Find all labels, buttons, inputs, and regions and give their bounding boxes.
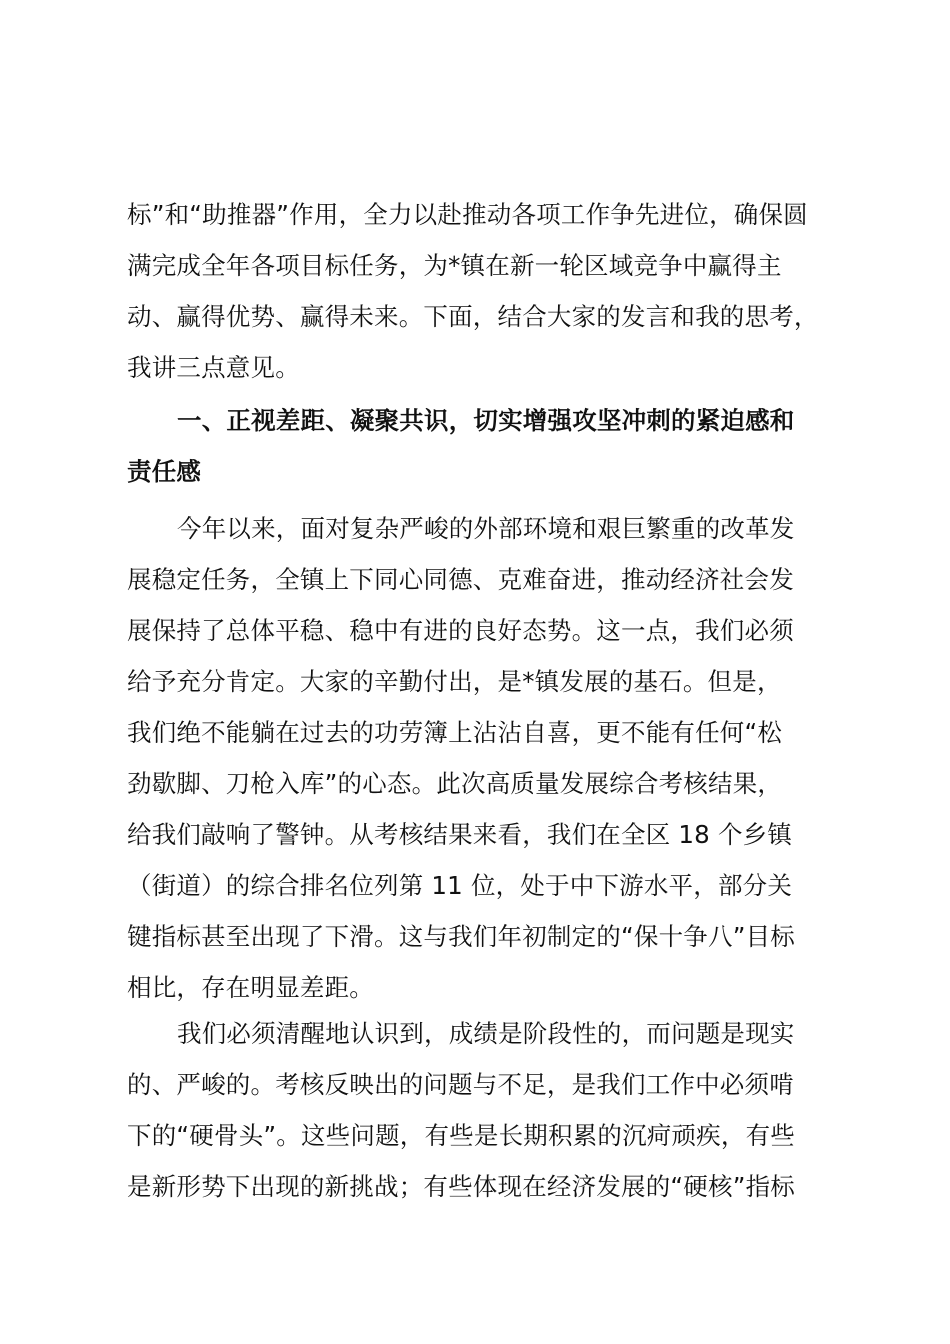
text-line: 动、赢得优势、赢得未来。下面，结合大家的发言和我的思考， [127, 302, 819, 331]
heading-line: 一、正视差距、凝聚共识，切实增强攻坚冲刺的紧迫感和 [177, 406, 795, 435]
text-line: （街道）的综合排名位列第 11 位，处于中下游水平，部分关 [127, 871, 793, 900]
text-line: 劲歇脚、刀枪入库”的心态。此次高质量发展综合考核结果， [127, 769, 783, 798]
text-line: 给我们敲响了警钟。从考核结果来看，我们在全区 18 个乡镇 [127, 820, 793, 849]
text-line: 的、严峻的。考核反映出的问题与不足，是我们工作中必须啃 [127, 1070, 794, 1099]
continuation-paragraph [127, 189, 827, 393]
text-line: 我们必须清醒地认识到，成绩是阶段性的，而问题是现实 [177, 1019, 795, 1048]
paragraph-2 [127, 1008, 827, 1212]
text-line: 标”和“助推器”作用，全力以赴推动各项工作争先进位，确保圆 [127, 200, 808, 229]
text-line: 键指标甚至出现了下滑。这与我们年初制定的“保十争八”目标 [127, 922, 795, 951]
text-line: 下的“硬骨头”。这些问题，有些是长期积累的沉疴顽疾，有些 [127, 1121, 795, 1150]
paragraph-1 [127, 503, 827, 1013]
text-line: 今年以来，面对复杂严峻的外部环境和艰巨繁重的改革发 [177, 514, 795, 543]
heading-line: 责任感 [127, 457, 202, 486]
text-line: 展保持了总体平稳、稳中有进的良好态势。这一点，我们必须 [127, 616, 794, 645]
section-heading [127, 395, 827, 497]
text-line: 满完成全年各项目标任务，为*镇在新一轮区域竞争中赢得主 [127, 251, 782, 280]
text-line: 我讲三点意见。 [127, 353, 300, 382]
text-line: 相比，存在明显差距。 [127, 973, 374, 1002]
text-line: 是新形势下出现的新挑战；有些体现在经济发展的“硬核”指标 [127, 1172, 795, 1201]
text-line: 我们绝不能躺在过去的功劳簿上沾沾自喜，更不能有任何“松 [127, 718, 783, 747]
text-line: 给予充分肯定。大家的辛勤付出，是*镇发展的基石。但是， [127, 667, 782, 696]
text-line: 展稳定任务，全镇上下同心同德、克难奋进，推动经济社会发 [127, 565, 794, 594]
